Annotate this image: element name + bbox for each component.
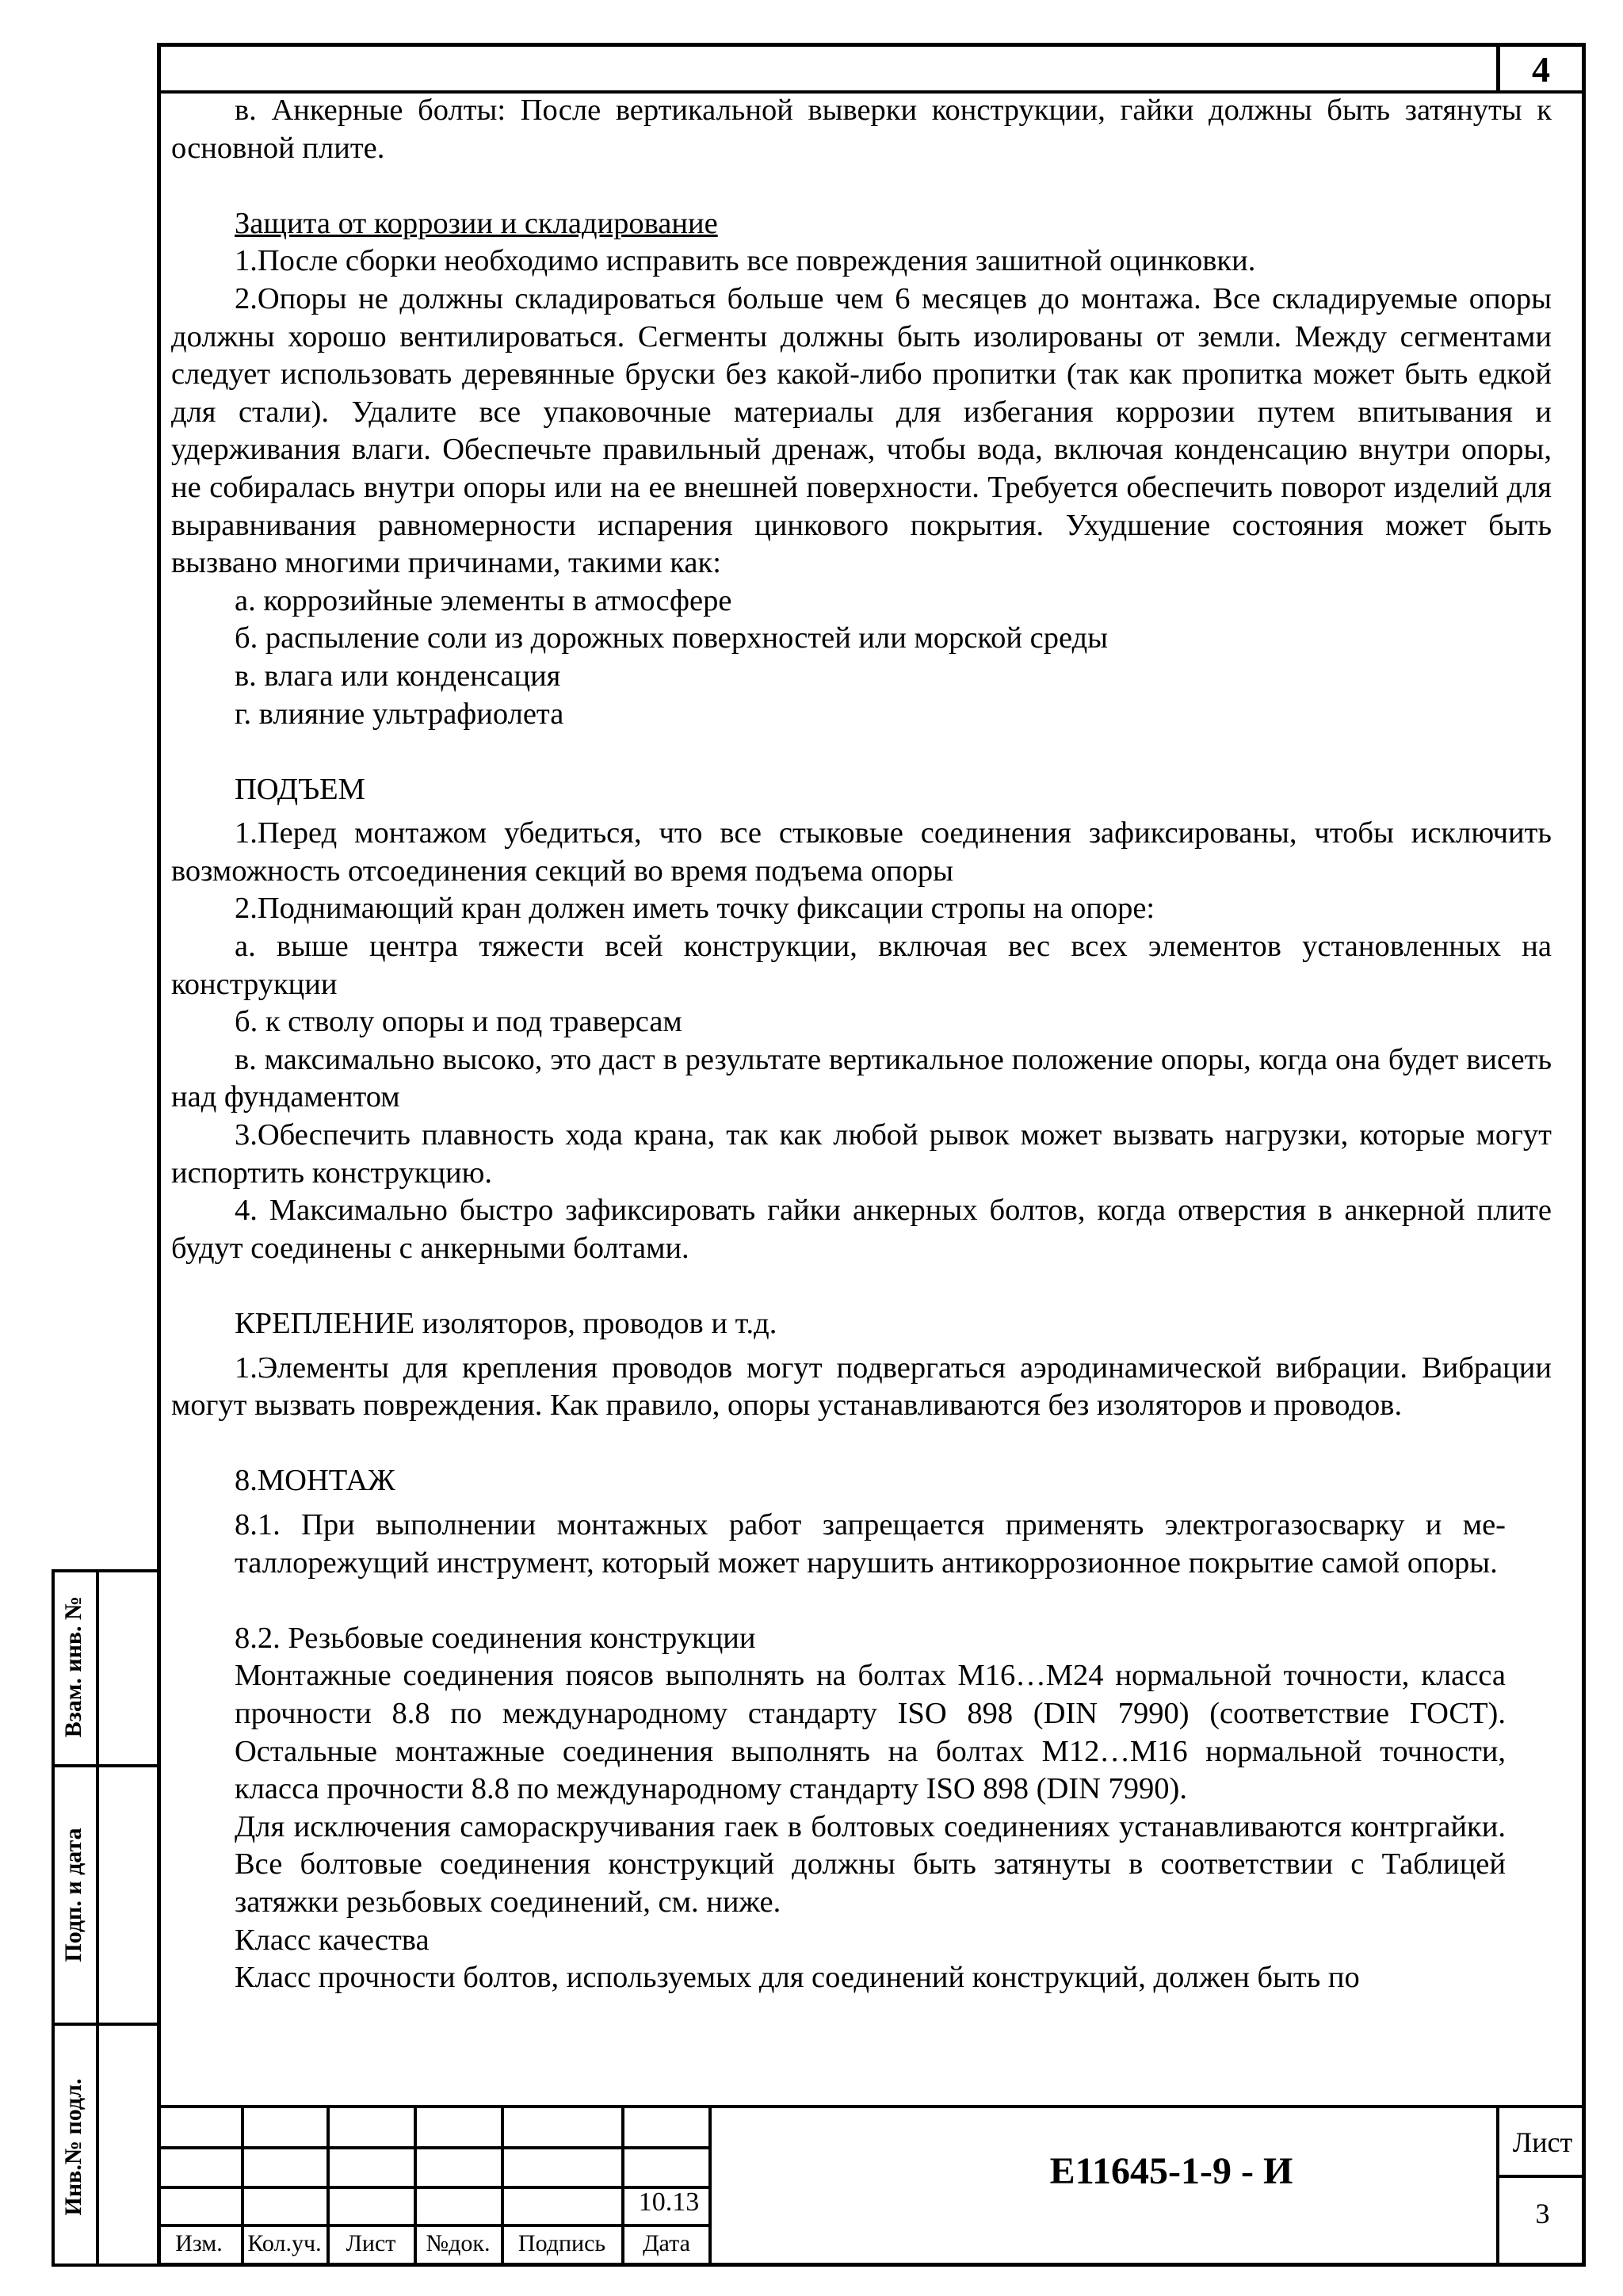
corrosion-cause-a: а. коррозийные элементы в атмосфере: [235, 583, 732, 617]
corrosion-item-2: 2.Опоры не должны складироваться больше чем 6 месяцев до монтажа. Все складируемые опоры должны хорошо вентилироваться. Сегменты должны быть изолированы от земли. Между сегментами следует использовать деревянные бруски без какой-либо пропитки (так как пропитка может быть едкой для стали). Удалите все упаковочные материалы для избегания коррозии путем впитывания и удерживания влаги. Обеспечьте правильный дренаж, чтобы вода, включая конденсацию внутри опоры, не собиралась внутри опоры или на ее внешней поверхности. Требуется обеспечить поворот изделий для выравнивания равномерности испарения цинкового покрытия. Ухудшение состояния может быть вызвано многими причинами, такими как:: [171, 281, 1552, 580]
corrosion-cause-b: б. распыление соли из дорожных поверхностей или морской среды: [235, 621, 1109, 655]
corrosion-cause-g: г. влияние ультрафиолета: [235, 697, 564, 731]
anchor-bolts-paragraph: в. Анкерные болты: После вертикальной выверки конструкции, гайки должны быть затянуты к основной плите.: [171, 94, 1552, 165]
col-count: Кол.уч.: [247, 2230, 322, 2256]
mounting-8-2-bolts: Монтажные соединения поясов выполнять на болтах М16…М24 нормальной точности, класса прочности 8.8 по международному стандарту ISO 898 (DIN 7990) (соответствие ГОСТ). Остальные монтажные соединения выполнять на болтах М12…М16 нормальной точности, класса прочности 8.8 по международному стандарту ISO 898 (DIN 7990).: [235, 1659, 1506, 1806]
sheet-value: 3: [1535, 2198, 1550, 2229]
fastening-heading: КРЕПЛЕНИЕ изоляторов, проводов и т.д.: [235, 1307, 777, 1340]
lifting-item-2v: в. максимально высоко, это даст в результате вертикальное положение опоры, когда она будет висеть над фундаментом: [171, 1042, 1552, 1114]
quality-class-heading: Класс качества: [235, 1923, 430, 1957]
mounting-8-2-locknuts: Для исключения самораскручивания гаек в болтовых соединениях устанавливаются контргайки. Все болтовые соединения конструкций должны быть затянуты в соответствии с Таблицей затяжки резьбовых соединений, см. ниже.: [235, 1809, 1506, 1919]
lifting-heading: ПОДЪЕМ: [235, 772, 365, 806]
replacement-inventory-label: Взам. инв. №: [60, 1595, 86, 1738]
signature-date-label: Подп. и дата: [60, 1828, 86, 1962]
original-inventory-label: Инв.№ подл.: [60, 2078, 86, 2216]
sheet-label: Лист: [1512, 2126, 1573, 2158]
col-doc: №док.: [426, 2230, 491, 2256]
mounting-heading: 8.МОНТАЖ: [235, 1464, 395, 1498]
date-value: 10.13: [638, 2187, 700, 2217]
lifting-item-2a: а. выше центра тяжести всей конструкции, включая вес всех элементов установленных на конструкции: [171, 930, 1552, 1001]
quality-class-text: Класс прочности болтов, используемых для соединений конструкций, должен быть по: [235, 1961, 1360, 1995]
lifting-item-1: 1.Перед монтажом убедиться, что все стыковые соединения зафиксированы, чтобы исключить возможность отсоединения секций во время подъема опоры: [171, 816, 1552, 888]
col-date: Дата: [643, 2230, 690, 2256]
col-sheet: Лист: [346, 2230, 396, 2256]
corrosion-heading: Защита от коррозии и складирование: [235, 206, 718, 240]
col-change: Изм.: [175, 2230, 223, 2256]
lifting-item-2b: б. к стволу опоры и под траверсам: [235, 1005, 682, 1039]
page-number: 4: [1532, 48, 1550, 90]
corrosion-item-1: 1.После сборки необходимо исправить все повреждения зашитной оцинковки.: [235, 244, 1256, 278]
mounting-8-2-heading: 8.2. Резьбовые соединения конструкции: [235, 1621, 756, 1655]
document-body: [171, 92, 1552, 1997]
mounting-8-1: 8.1. При выполнении монтажных работ запрещается применять электрогазосварку и ме-таллорежущий инструмент, который может нарушить антикоррозионное покрытие самой опоры.: [235, 1507, 1506, 1580]
col-signature: Подпись: [517, 2230, 606, 2256]
title-block: [157, 2105, 1586, 2267]
left-margin-strip: [52, 1569, 157, 2267]
lifting-item-2: 2.Поднимающий кран должен иметь точку фиксации стропы на опоре:: [235, 892, 1155, 926]
fastening-item-1: 1.Элементы для крепления проводов могут подвергаться аэродинамической вибрации. Вибрации могут вызвать повреждения. Как правило, опоры устанавливаются без изоляторов и проводов.: [171, 1350, 1552, 1423]
lifting-item-3: 3.Обеспечить плавность хода крана, так как любой рывок может вызвать нагрузки, которые могут испортить конструкцию.: [171, 1118, 1552, 1190]
document-code: E11645-1-9 - И: [1049, 2150, 1293, 2192]
lifting-item-4: 4. Максимально быстро зафиксировать гайки анкерных болтов, когда отверстия в анкерной плите будут соединены с анкерными болтами.: [171, 1194, 1552, 1265]
corrosion-cause-v: в. влага или конденсация: [235, 659, 561, 693]
